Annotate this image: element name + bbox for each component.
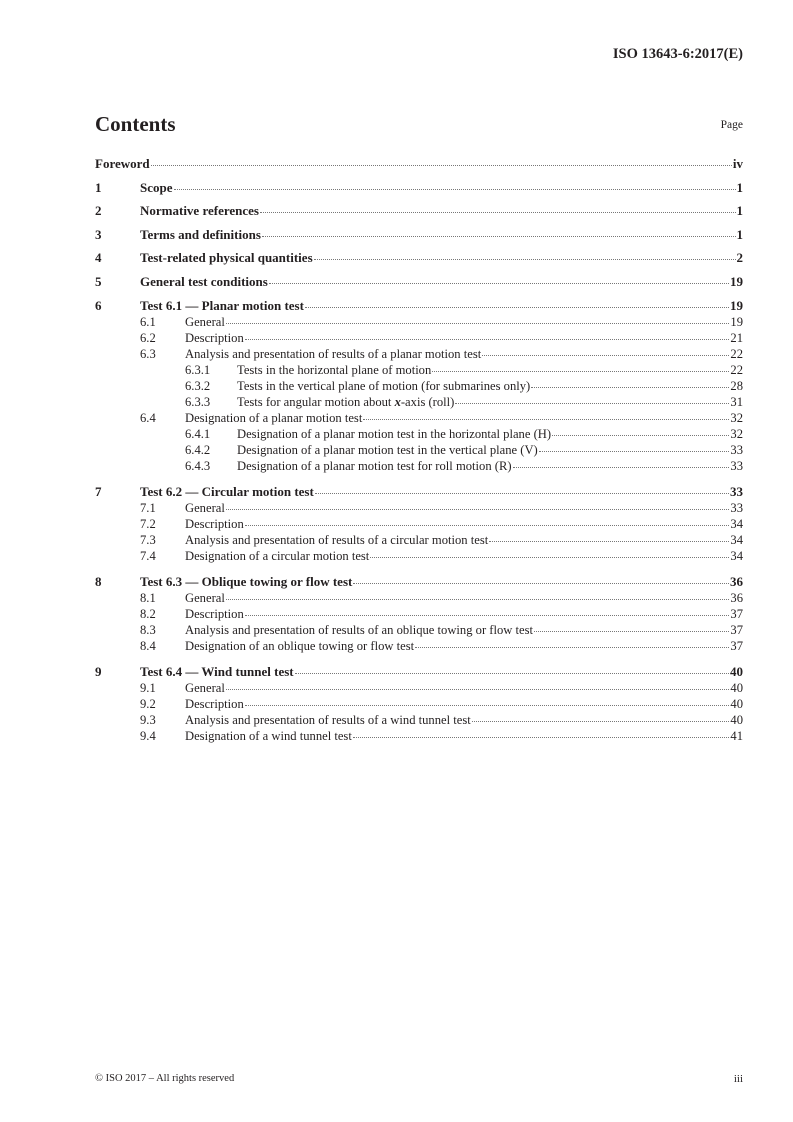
toc-entry-title (237, 362, 431, 378)
toc-entry-title (237, 442, 538, 458)
toc-entry-title-text: Description (185, 330, 244, 345)
dot-leader (415, 647, 729, 648)
toc-entry-page: 2 (736, 250, 743, 266)
dot-leader (260, 212, 736, 213)
toc-entry-number: 6.2 (140, 330, 156, 345)
toc-entry-number: 6.4 (140, 410, 156, 425)
toc-entry-title-text: Designation of a planar motion test in the vertical plane (V) (237, 442, 538, 457)
toc-entry-page: 21 (730, 330, 743, 345)
dot-leader (314, 259, 736, 260)
toc-entry-title (185, 622, 533, 638)
dot-leader (226, 509, 730, 510)
toc-entry-page: 36 (730, 573, 743, 589)
toc-entry-title (185, 346, 481, 362)
dot-leader (305, 307, 729, 308)
toc-entry-number: 7.4 (140, 548, 156, 563)
toc-entry-title-text: Scope (140, 179, 173, 195)
toc-entry-title (140, 250, 313, 266)
toc-entry-title (140, 484, 314, 500)
toc-entry-number: 6.3.2 (185, 378, 211, 393)
toc-entry-number: 4 (95, 250, 102, 266)
page-number: iii (733, 1073, 743, 1085)
toc-entry-number: 7 (95, 483, 102, 499)
toc-entry-title (140, 203, 259, 219)
toc-entry[interactable] (95, 156, 743, 172)
document-id: ISO 13643-6:2017(E) (612, 46, 743, 62)
toc-entry-title (185, 500, 225, 516)
toc-entry-page: 40 (730, 712, 743, 727)
toc-entry-page: 33 (730, 458, 743, 473)
toc-entry[interactable] (95, 664, 743, 680)
toc-entry-page: 34 (730, 548, 743, 563)
toc-entry-title (185, 548, 369, 564)
toc-entry-page: 1 (736, 226, 743, 242)
toc-entry[interactable] (95, 250, 743, 266)
toc-entry[interactable] (95, 696, 743, 712)
toc-entry-page: 33 (730, 500, 743, 515)
toc-entry-title (140, 298, 304, 314)
toc-entry-title (185, 330, 244, 346)
dot-leader (353, 583, 729, 584)
toc-entry-number: 6 (95, 297, 102, 313)
toc-entry[interactable] (95, 227, 743, 243)
toc-entry[interactable] (95, 516, 743, 532)
dot-leader (513, 467, 730, 468)
toc-entry-title (237, 394, 454, 410)
toc-entry-number: 7.1 (140, 500, 156, 515)
toc-entry[interactable] (95, 330, 743, 346)
toc-entry-title-text: Terms and definitions (140, 226, 261, 242)
toc-entry-title-text: Designation of a planar motion test (185, 410, 363, 425)
toc-entry[interactable] (95, 458, 743, 474)
toc-entry-title-text: General (185, 590, 225, 605)
toc-entry-title-text: Tests in the vertical plane of motion (for submarines only) (237, 378, 531, 393)
toc-entry[interactable] (95, 314, 743, 330)
dot-leader (174, 189, 736, 190)
toc-entry[interactable] (95, 728, 743, 744)
toc-entry-number: 7.3 (140, 532, 156, 547)
toc-entry-page: 33 (730, 483, 743, 499)
toc-entry-title-text: Analysis and presentation of results of a planar motion test (185, 346, 482, 361)
toc-entry-title-variable: x (394, 394, 401, 409)
toc-entry-page: 1 (736, 179, 743, 195)
toc-entry-number: 8.1 (140, 590, 156, 605)
toc-entry-page: iv (732, 156, 743, 171)
toc-entry[interactable] (95, 362, 743, 378)
toc-entry-title (237, 426, 551, 442)
toc-entry-title-text: Foreword (95, 156, 150, 171)
dot-leader (226, 323, 730, 324)
dot-leader (353, 737, 730, 738)
toc-entry[interactable] (95, 606, 743, 622)
toc-entry[interactable] (95, 274, 743, 290)
toc-entry[interactable] (95, 426, 743, 442)
toc-entry-title-text: Test 6.3 — Oblique towing or flow test (140, 573, 353, 589)
toc-entry-title-text: Test 6.2 — Circular motion test (140, 483, 314, 499)
toc-entry-title (140, 180, 173, 196)
table-of-contents (95, 156, 743, 744)
toc-entry-title (185, 638, 414, 654)
toc-entry-page: 19 (730, 314, 743, 329)
toc-entry-title (185, 696, 244, 712)
dot-leader (226, 599, 730, 600)
toc-entry[interactable] (95, 378, 743, 394)
dot-leader (482, 355, 729, 356)
toc-entry-page: 34 (730, 532, 743, 547)
toc-entry-number: 6.4.1 (185, 426, 211, 441)
toc-entry-number: 6.4.3 (185, 458, 211, 473)
toc-entry-page: 32 (730, 410, 743, 425)
toc-entry-number: 8.3 (140, 622, 156, 637)
toc-entry-title-text: Analysis and presentation of results of an oblique towing or flow test (185, 622, 534, 637)
toc-entry-page: 37 (730, 638, 743, 653)
page-column-label: Page (720, 119, 743, 131)
dot-leader (489, 541, 729, 542)
dot-leader (245, 339, 730, 340)
dot-leader (151, 165, 732, 166)
toc-entry[interactable] (95, 622, 743, 638)
toc-entry-title-text: Designation of a planar motion test in the horizontal plane (H) (237, 426, 552, 441)
toc-entry-page: 40 (730, 696, 743, 711)
toc-entry-page: 32 (730, 426, 743, 441)
toc-entry-title (185, 712, 471, 728)
dot-leader (262, 236, 736, 237)
toc-entry[interactable] (95, 680, 743, 696)
toc-entry[interactable] (95, 500, 743, 516)
toc-entry-number: 9.4 (140, 728, 156, 743)
toc-entry-page: 41 (730, 728, 743, 743)
toc-entry-title-text: Test 6.4 — Wind tunnel test (140, 663, 294, 679)
toc-entry[interactable] (95, 180, 743, 196)
toc-entry-title (237, 378, 530, 394)
toc-entry-title-text: Analysis and presentation of results of a circular motion test (185, 532, 489, 547)
toc-entry-title (95, 156, 150, 172)
toc-entry-title-text: Description (185, 696, 244, 711)
toc-entry[interactable] (95, 298, 743, 314)
dot-leader (226, 689, 730, 690)
toc-entry[interactable] (95, 410, 743, 426)
toc-entry[interactable] (95, 394, 743, 410)
toc-entry-title (185, 728, 352, 744)
toc-entry-number: 6.4.2 (185, 442, 211, 457)
toc-entry-page: 1 (736, 203, 743, 219)
dot-leader (315, 493, 729, 494)
toc-entry-number: 6.3.3 (185, 394, 211, 409)
toc-entry-title-text: Description (185, 606, 244, 621)
toc-entry[interactable] (95, 574, 743, 590)
toc-entry-number: 6.3 (140, 346, 156, 361)
toc-entry-number: 5 (95, 273, 102, 289)
toc-entry-title-text: Test 6.1 — Planar motion test (140, 297, 304, 313)
toc-entry-number: 1 (95, 179, 102, 195)
toc-entry[interactable] (95, 638, 743, 654)
dot-leader (245, 525, 730, 526)
toc-entry-title (185, 410, 362, 426)
toc-entry[interactable] (95, 442, 743, 458)
toc-entry-title-text: Designation of a planar motion test for roll motion (R) (237, 458, 512, 473)
toc-entry-page: 36 (730, 590, 743, 605)
toc-entry-page: 40 (730, 680, 743, 695)
toc-entry-number: 2 (95, 203, 102, 219)
dot-leader (370, 557, 729, 558)
dot-leader (295, 673, 729, 674)
toc-entry-page: 19 (730, 297, 743, 313)
toc-entry-number: 8.4 (140, 638, 156, 653)
toc-entry[interactable] (95, 712, 743, 728)
toc-entry-number: 8.2 (140, 606, 156, 621)
toc-entry-number: 3 (95, 226, 102, 242)
toc-entry-page: 22 (730, 362, 743, 377)
toc-entry-title-text: Designation of a wind tunnel test (185, 728, 352, 743)
toc-entry-title-text: General (185, 314, 225, 329)
toc-entry-title-text: Test-related physical quantities (140, 250, 313, 266)
dot-leader (245, 615, 730, 616)
toc-entry-page: 33 (730, 442, 743, 457)
dot-leader (432, 371, 729, 372)
toc-entry-page: 37 (730, 622, 743, 637)
toc-entry-title (237, 458, 512, 474)
dot-leader (552, 435, 729, 436)
toc-entry-title-text: General (185, 500, 225, 515)
toc-entry-number: 9.1 (140, 680, 156, 695)
dot-leader (531, 387, 729, 388)
toc-entry-title (140, 227, 261, 243)
toc-entry[interactable] (95, 532, 743, 548)
toc-entry-number: 8 (95, 573, 102, 589)
toc-entry-number: 9 (95, 663, 102, 679)
toc-entry-page: 40 (730, 663, 743, 679)
toc-entry-page: 34 (730, 516, 743, 531)
toc-entry-number: 6.1 (140, 314, 156, 329)
dot-leader (534, 631, 729, 632)
toc-entry-title-text: Normative references (140, 203, 259, 219)
toc-entry-title-text: Description (185, 516, 244, 531)
toc-entry[interactable] (95, 484, 743, 500)
toc-entry-number: 6.3.1 (185, 362, 211, 377)
toc-entry-title (185, 590, 225, 606)
toc-entry[interactable] (95, 346, 743, 362)
toc-entry-title (140, 574, 352, 590)
toc-entry-page: 22 (730, 346, 743, 361)
toc-entry-title (140, 274, 268, 290)
page-title: Contents (95, 112, 176, 136)
toc-entry-page: 28 (730, 378, 743, 393)
toc-entry[interactable] (95, 203, 743, 219)
toc-entry-page: 31 (730, 394, 743, 409)
toc-entry-title-text: Designation of a circular motion test (185, 548, 370, 563)
toc-entry-title (185, 532, 488, 548)
toc-entry-title-text: Analysis and presentation of results of a wind tunnel test (185, 712, 471, 727)
dot-leader (539, 451, 730, 452)
toc-entry[interactable] (95, 548, 743, 564)
toc-entry-number: 9.2 (140, 696, 156, 711)
copyright-footer: © ISO 2017 – All rights reserved (95, 1073, 235, 1084)
toc-entry-title-text: General (185, 680, 225, 695)
toc-entry-title-text: Tests for angular motion about (237, 394, 395, 409)
dot-leader (472, 721, 730, 722)
toc-entry-title (185, 314, 225, 330)
dot-leader (269, 283, 729, 284)
toc-entry-number: 9.3 (140, 712, 156, 727)
toc-entry-title (185, 516, 244, 532)
toc-entry-title (185, 680, 225, 696)
toc-entry-title-text: General test conditions (140, 273, 268, 289)
dot-leader (245, 705, 730, 706)
toc-entry-page: 19 (730, 273, 743, 289)
toc-entry-page: 37 (730, 606, 743, 621)
toc-entry-number: 7.2 (140, 516, 156, 531)
dot-leader (363, 419, 729, 420)
toc-entry-title-text: Tests in the horizontal plane of motion (237, 362, 432, 377)
toc-entry-title-suffix: -axis (roll) (400, 394, 455, 409)
toc-entry[interactable] (95, 590, 743, 606)
toc-entry-title (185, 606, 244, 622)
toc-entry-title-text: Designation of an oblique towing or flow test (185, 638, 415, 653)
toc-entry-title (140, 664, 294, 680)
dot-leader (455, 403, 729, 404)
